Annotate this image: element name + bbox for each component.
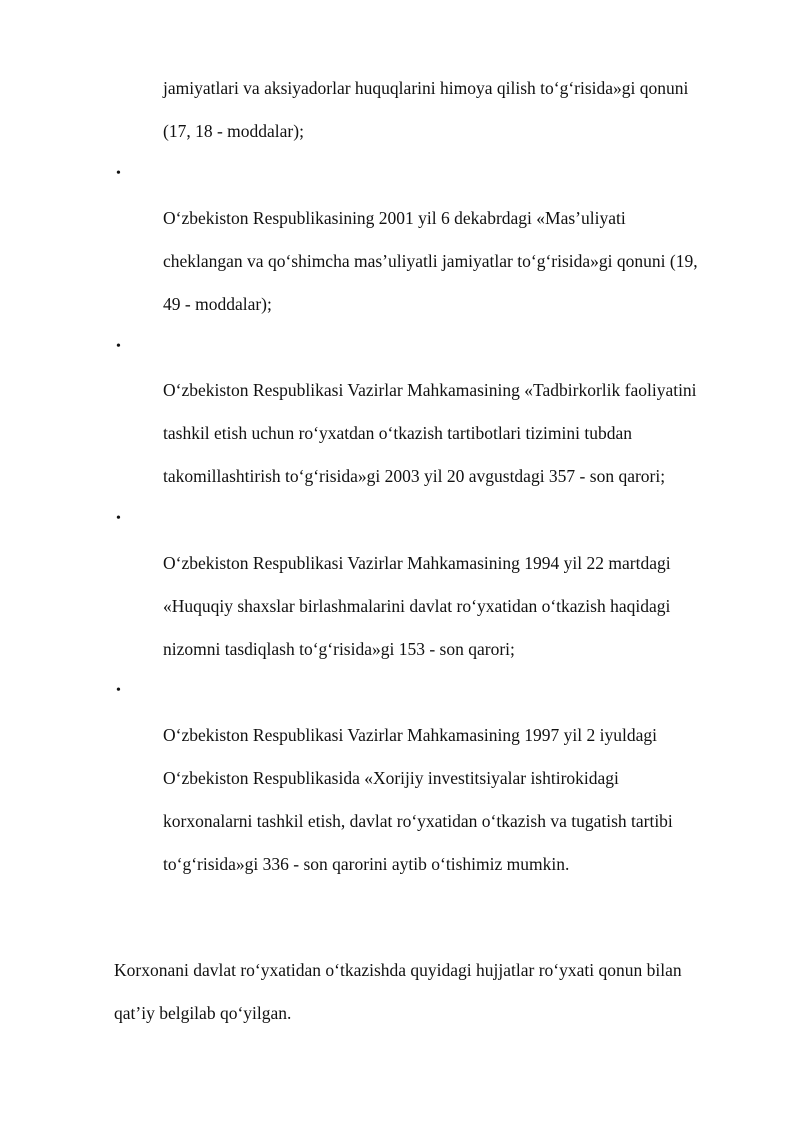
bullet-marker: • xyxy=(116,339,121,354)
text-line: O‘zbekiston Respublikasi Vazirlar Mahkamasining 1997 yil 2 iyuldagi xyxy=(163,725,657,745)
bullet-marker: • xyxy=(116,166,121,181)
text-line: korxonalarni tashkil etish, davlat ro‘yxatidan o‘tkazish va tugatish tartibi xyxy=(163,811,673,831)
text-line: O‘zbekiston Respublikasining 2001 yil 6 dekabrdagi «Mas’uliyati xyxy=(163,208,626,228)
text-line: qat’iy belgilab qo‘yilgan. xyxy=(114,1003,292,1023)
text-line: O‘zbekiston Respublikasi Vazirlar Mahkamasining «Tadbirkorlik faoliyatini xyxy=(163,380,697,400)
text-line: to‘g‘risida»gi 336 - son qarorini aytib o‘tishimiz mumkin. xyxy=(163,854,570,874)
text-line: takomillashtirish to‘g‘risida»gi 2003 yil 20 avgustdagi 357 - son qarori; xyxy=(163,466,666,486)
text-line: (17, 18 - moddalar); xyxy=(163,121,304,141)
text-line: 49 - moddalar); xyxy=(163,294,272,314)
text-line: tashkil etish uchun ro‘yxatdan o‘tkazish tartibotlari tizimini tubdan xyxy=(163,423,632,443)
text-line: O‘zbekiston Respublikasida «Xorijiy investitsiyalar ishtirokidagi xyxy=(163,768,619,788)
bullet-marker: • xyxy=(116,511,121,526)
text-line: jamiyatlari va aksiyadorlar huquqlarini himoya qilish to‘g‘risida»gi qonuni xyxy=(163,78,689,98)
text-line: Korxonani davlat ro‘yxatidan o‘tkazishda quyidagi hujjatlar ro‘yxati qonun bilan xyxy=(114,960,682,980)
text-line: «Huquqiy shaxslar birlashmalarini davlat ro‘yxatidan o‘tkazish haqidagi xyxy=(163,596,671,616)
text-line: O‘zbekiston Respublikasi Vazirlar Mahkamasining 1994 yil 22 martdagi xyxy=(163,553,671,573)
text-line: cheklangan va qo‘shimcha mas’uliyatli jamiyatlar to‘g‘risida»gi qonuni (19, xyxy=(163,251,698,271)
bullet-marker: • xyxy=(116,683,121,698)
text-line: nizomni tasdiqlash to‘g‘risida»gi 153 - son qarori; xyxy=(163,639,515,659)
